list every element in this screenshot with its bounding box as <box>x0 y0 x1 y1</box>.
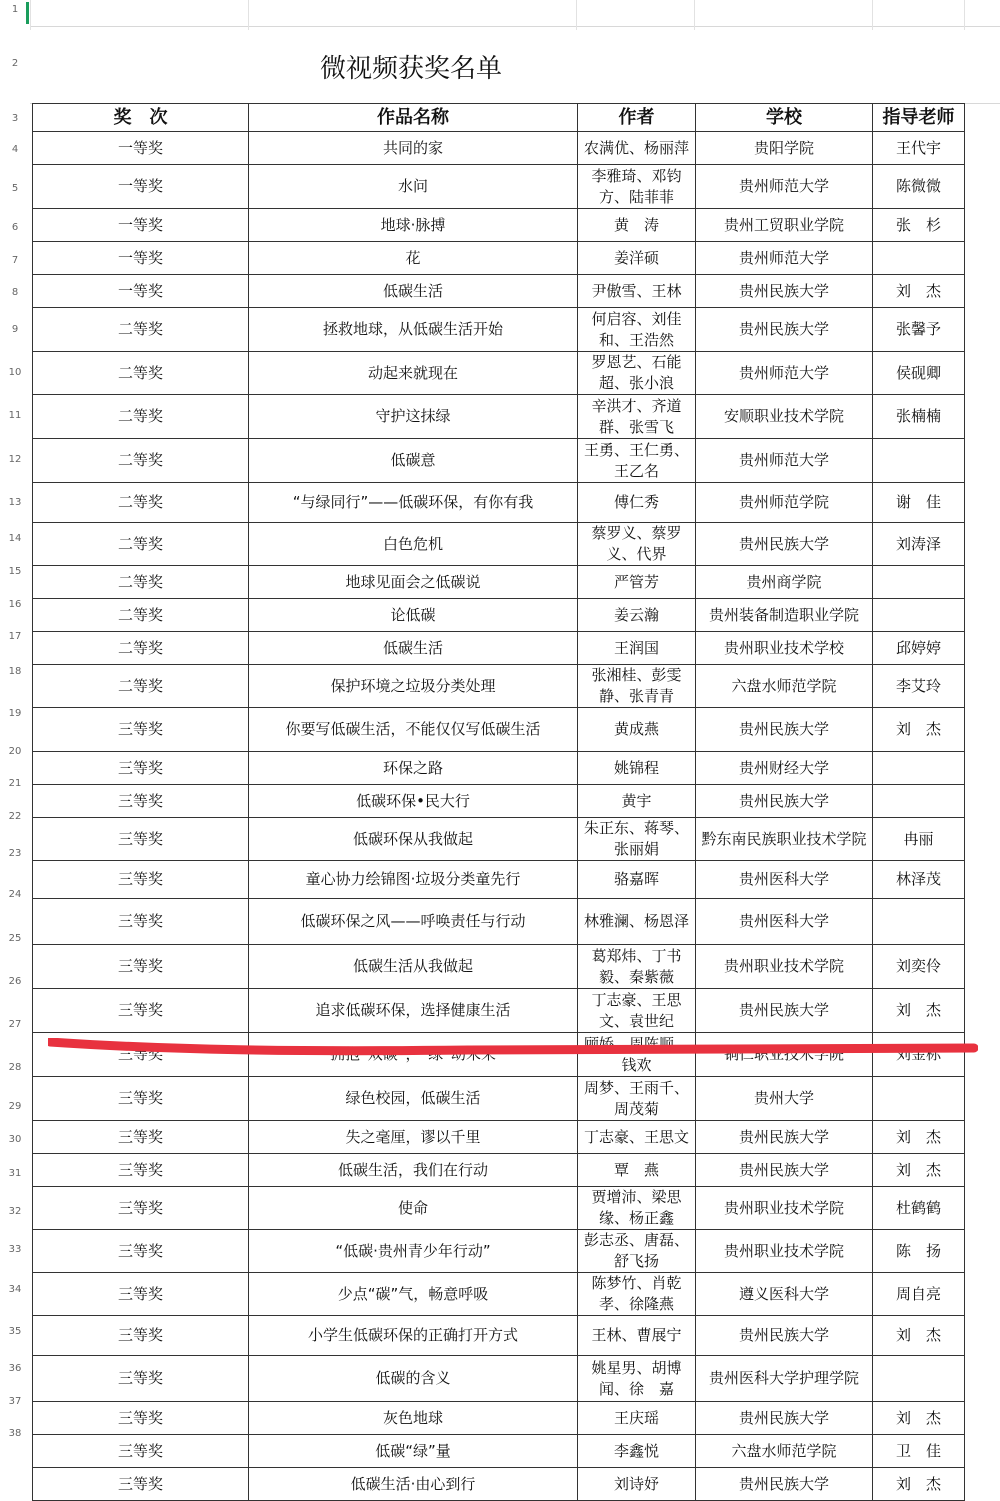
cell-author: 刘诗妤 <box>578 1468 696 1501</box>
cell-work: 水问 <box>249 165 578 209</box>
cell-school: 贵州民族大学 <box>696 308 873 352</box>
cell-school: 六盘水师范学院 <box>696 1435 873 1468</box>
cell-teacher: 刘 杰 <box>873 1402 965 1435</box>
cell-rank: 三等奖 <box>33 785 249 818</box>
cell-school: 贵阳学院 <box>696 132 873 165</box>
cell-work: 追求低碳环保，选择健康生活 <box>249 989 578 1033</box>
cell-work: 低碳环保之风——呼唤责任与行动 <box>249 899 578 945</box>
row-number: 1 <box>11 4 19 15</box>
cell-author: 辛洪才、齐道群、张雪飞 <box>578 395 696 439</box>
cell-work: 拯救地球，从低碳生活开始 <box>249 308 578 352</box>
cell-rank: 三等奖 <box>33 1187 249 1230</box>
cell-teacher: 刘 杰 <box>873 275 965 308</box>
cell-teacher: 刘 杰 <box>873 1154 965 1187</box>
cell-author: 傅仁秀 <box>578 483 696 523</box>
table-row <box>33 523 965 566</box>
table-row <box>33 483 965 523</box>
cell-work: 童心协力绘锦图·垃圾分类童先行 <box>249 861 578 899</box>
cell-teacher: 冉丽 <box>873 818 965 861</box>
cell-school: 贵州师范学院 <box>696 483 873 523</box>
cell-teacher: 刘涛泽 <box>873 523 965 566</box>
header-work: 作品名称 <box>249 104 578 132</box>
cell-teacher <box>873 242 965 275</box>
row-number: 14 <box>8 533 22 544</box>
cell-teacher: 张楠楠 <box>873 395 965 439</box>
cell-teacher <box>873 1356 965 1402</box>
cell-teacher <box>873 785 965 818</box>
cell-author: 覃 燕 <box>578 1154 696 1187</box>
cell-work: 论低碳 <box>249 599 578 632</box>
row-number: 35 <box>8 1326 22 1337</box>
cell-rank: 二等奖 <box>33 599 249 632</box>
table-row <box>33 1402 965 1435</box>
table-row <box>33 1077 965 1121</box>
cell-school: 贵州职业技术学院 <box>696 1187 873 1230</box>
cell-teacher: 杜鹤鹤 <box>873 1187 965 1230</box>
row-number: 28 <box>8 1062 22 1073</box>
cell-work: 低碳生活 <box>249 632 578 665</box>
cell-work: 低碳意 <box>249 439 578 483</box>
grid-column-line <box>694 0 695 30</box>
cell-teacher <box>873 1077 965 1121</box>
cell-school: 贵州商学院 <box>696 566 873 599</box>
cell-teacher <box>873 752 965 785</box>
cell-work: 小学生低碳环保的正确打开方式 <box>249 1316 578 1356</box>
table-header-row <box>33 104 965 132</box>
cell-rank: 三等奖 <box>33 945 249 989</box>
row-number: 24 <box>8 889 22 900</box>
cell-rank: 一等奖 <box>33 275 249 308</box>
cell-rank: 三等奖 <box>33 1230 249 1273</box>
cell-teacher: 刘奕伶 <box>873 945 965 989</box>
cell-school: 铜仁职业技术学院 <box>696 1033 873 1077</box>
cell-teacher: 刘 杰 <box>873 1468 965 1501</box>
table-row <box>33 1468 965 1501</box>
cell-author: 严管芳 <box>578 566 696 599</box>
table-row <box>33 439 965 483</box>
cell-school: 贵州民族大学 <box>696 1468 873 1501</box>
table-row <box>33 1187 965 1230</box>
header-author: 作者 <box>578 104 696 132</box>
row-number: 27 <box>8 1019 22 1030</box>
row-number: 9 <box>11 324 19 335</box>
table-row <box>33 242 965 275</box>
header-teacher: 指导老师 <box>873 104 965 132</box>
cell-school: 贵州民族大学 <box>696 1316 873 1356</box>
cell-author: 陈梦竹、肖乾孝、徐隆燕 <box>578 1273 696 1316</box>
grid-column-line <box>872 0 873 30</box>
cell-rank: 三等奖 <box>33 1033 249 1077</box>
cell-rank: 一等奖 <box>33 165 249 209</box>
cell-rank: 二等奖 <box>33 352 249 395</box>
page-title: 微视频获奖名单 <box>320 54 503 84</box>
cell-work: 共同的家 <box>249 132 578 165</box>
cell-work: 低碳“绿”量 <box>249 1435 578 1468</box>
table-row <box>33 566 965 599</box>
table-row <box>33 395 965 439</box>
cell-rank: 三等奖 <box>33 1402 249 1435</box>
cell-work: 拥抱“双碳”，“绿”动未来 <box>249 1033 578 1077</box>
table-row <box>33 1154 965 1187</box>
cell-rank: 一等奖 <box>33 132 249 165</box>
cell-author: 丁志豪、王思文、袁世纪 <box>578 989 696 1033</box>
row-number: 5 <box>11 183 19 194</box>
cell-school: 贵州民族大学 <box>696 1121 873 1154</box>
row-number-gutter <box>0 0 30 1454</box>
cell-teacher: 陈 扬 <box>873 1230 965 1273</box>
row-number: 19 <box>8 708 22 719</box>
row-number: 22 <box>8 811 22 822</box>
cell-author: 罗恩艺、石能超、张小浪 <box>578 352 696 395</box>
cell-school: 贵州医科大学 <box>696 899 873 945</box>
cell-teacher: 张 杉 <box>873 209 965 242</box>
cell-rank: 三等奖 <box>33 1077 249 1121</box>
table-row <box>33 989 965 1033</box>
cell-work: 绿色校园，低碳生活 <box>249 1077 578 1121</box>
cell-school: 贵州工贸职业学院 <box>696 209 873 242</box>
table-row <box>33 1273 965 1316</box>
cell-author: 彭志丞、唐磊、舒飞扬 <box>578 1230 696 1273</box>
cell-author: 张湘桂、彭雯静、张青青 <box>578 665 696 708</box>
cell-rank: 三等奖 <box>33 989 249 1033</box>
row-number: 8 <box>11 287 19 298</box>
cell-work: 低碳生活·由心到行 <box>249 1468 578 1501</box>
table-row <box>33 1230 965 1273</box>
cell-teacher: 王代宇 <box>873 132 965 165</box>
cell-author: 黄 涛 <box>578 209 696 242</box>
cell-teacher: 卫 佳 <box>873 1435 965 1468</box>
cell-school: 六盘水师范学院 <box>696 665 873 708</box>
cell-rank: 一等奖 <box>33 242 249 275</box>
row-number: 6 <box>11 222 19 233</box>
cell-work: 保护环境之垃圾分类处理 <box>249 665 578 708</box>
cell-teacher: 邱婷婷 <box>873 632 965 665</box>
cell-work: 动起来就现在 <box>249 352 578 395</box>
cell-rank: 二等奖 <box>33 483 249 523</box>
table-row <box>33 945 965 989</box>
cell-author: 姜洋硕 <box>578 242 696 275</box>
cell-author: 朱正东、蒋琴、张丽娟 <box>578 818 696 861</box>
row-number: 4 <box>11 144 19 155</box>
table-row <box>33 1121 965 1154</box>
cell-work: 失之毫厘，谬以千里 <box>249 1121 578 1154</box>
row-number: 15 <box>8 566 22 577</box>
cell-author: 姜云瀚 <box>578 599 696 632</box>
awards-table <box>32 103 965 1501</box>
cell-author: 周梦、王雨千、周茂菊 <box>578 1077 696 1121</box>
cell-author: 葛郑炜、丁书毅、秦紫薇 <box>578 945 696 989</box>
cell-school: 贵州职业技术学校 <box>696 632 873 665</box>
row-number: 7 <box>11 255 19 266</box>
table-row <box>33 785 965 818</box>
cell-rank: 三等奖 <box>33 861 249 899</box>
cell-author: 李雅琦、邓钧方、陆菲菲 <box>578 165 696 209</box>
grid-column-line <box>964 0 965 30</box>
cell-rank: 二等奖 <box>33 439 249 483</box>
cell-work: 环保之路 <box>249 752 578 785</box>
cell-rank: 三等奖 <box>33 1154 249 1187</box>
row-number: 2 <box>11 58 19 69</box>
cell-school: 贵州职业技术学院 <box>696 1230 873 1273</box>
cell-work: 低碳生活 <box>249 275 578 308</box>
row-number: 23 <box>8 848 22 859</box>
cell-school: 贵州装备制造职业学院 <box>696 599 873 632</box>
table-row <box>33 708 965 752</box>
cell-work: 守护这抹绿 <box>249 395 578 439</box>
cell-work: 白色危机 <box>249 523 578 566</box>
cell-teacher: 张馨予 <box>873 308 965 352</box>
cell-work: 低碳环保•民大行 <box>249 785 578 818</box>
cell-work: 地球见面会之低碳说 <box>249 566 578 599</box>
cell-school: 贵州民族大学 <box>696 989 873 1033</box>
cell-author: 黄成燕 <box>578 708 696 752</box>
cell-rank: 三等奖 <box>33 818 249 861</box>
cell-school: 贵州师范大学 <box>696 242 873 275</box>
cell-teacher: 李艾玲 <box>873 665 965 708</box>
cell-school: 贵州民族大学 <box>696 785 873 818</box>
cell-school: 贵州民族大学 <box>696 708 873 752</box>
table-row <box>33 1316 965 1356</box>
cell-work: 低碳生活，我们在行动 <box>249 1154 578 1187</box>
row-number: 38 <box>8 1428 22 1439</box>
cell-teacher: 侯砚卿 <box>873 352 965 395</box>
cell-work: “低碳·贵州青少年行动” <box>249 1230 578 1273</box>
row-number: 33 <box>8 1244 22 1255</box>
row-number: 30 <box>8 1134 22 1145</box>
cell-teacher <box>873 899 965 945</box>
cell-author: 王庆瑶 <box>578 1402 696 1435</box>
cell-rank: 三等奖 <box>33 1316 249 1356</box>
cell-work: “与绿同行”——低碳环保，有你有我 <box>249 483 578 523</box>
cell-author: 贾增沛、梁思缘、杨正鑫 <box>578 1187 696 1230</box>
table-row <box>33 308 965 352</box>
cell-school: 安顺职业技术学院 <box>696 395 873 439</box>
cell-rank: 二等奖 <box>33 632 249 665</box>
row-number: 26 <box>8 976 22 987</box>
cell-teacher: 刘金标 <box>873 1033 965 1077</box>
cell-work: 使命 <box>249 1187 578 1230</box>
cell-work: 低碳的含义 <box>249 1356 578 1402</box>
cell-school: 贵州财经大学 <box>696 752 873 785</box>
cell-school: 遵义医科大学 <box>696 1273 873 1316</box>
cell-teacher: 刘 杰 <box>873 708 965 752</box>
cell-rank: 三等奖 <box>33 1356 249 1402</box>
cell-teacher: 林泽茂 <box>873 861 965 899</box>
row-number: 25 <box>8 933 22 944</box>
cell-author: 姚锦程 <box>578 752 696 785</box>
table-row <box>33 209 965 242</box>
table-row <box>33 599 965 632</box>
cell-school: 贵州民族大学 <box>696 275 873 308</box>
row-number: 11 <box>8 410 22 421</box>
cell-rank: 三等奖 <box>33 1468 249 1501</box>
cell-school: 贵州医科大学护理学院 <box>696 1356 873 1402</box>
cell-author: 丁志豪、王思文 <box>578 1121 696 1154</box>
cell-author: 尹傲雪、王林 <box>578 275 696 308</box>
cell-teacher <box>873 439 965 483</box>
cell-author: 顾娇、周陈顺、钱欢 <box>578 1033 696 1077</box>
cell-author: 王勇、王仁勇、王乙名 <box>578 439 696 483</box>
cell-teacher: 周自亮 <box>873 1273 965 1316</box>
cell-school: 贵州师范大学 <box>696 439 873 483</box>
header-rank: 奖 次 <box>33 104 249 132</box>
cell-work: 地球·脉搏 <box>249 209 578 242</box>
row-number: 18 <box>8 666 22 677</box>
cell-rank: 二等奖 <box>33 395 249 439</box>
row-number: 3 <box>11 113 19 124</box>
cell-teacher: 刘 杰 <box>873 1121 965 1154</box>
header-school: 学校 <box>696 104 873 132</box>
cell-author: 蔡罗义、蔡罗义、代界 <box>578 523 696 566</box>
grid-line <box>30 26 1000 27</box>
cell-author: 王林、曹展宁 <box>578 1316 696 1356</box>
cell-work: 你要写低碳生活，不能仅仅写低碳生活 <box>249 708 578 752</box>
cell-author: 林雅澜、杨恩泽 <box>578 899 696 945</box>
table-row <box>33 1356 965 1402</box>
row-number: 31 <box>8 1168 22 1179</box>
cell-rank: 三等奖 <box>33 899 249 945</box>
cell-school: 贵州职业技术学院 <box>696 945 873 989</box>
row-number: 32 <box>8 1206 22 1217</box>
cell-school: 贵州医科大学 <box>696 861 873 899</box>
table-row <box>33 818 965 861</box>
row-number: 36 <box>8 1363 22 1374</box>
grid-column-line <box>30 0 31 30</box>
cell-author: 何启容、刘佳和、王浩然 <box>578 308 696 352</box>
cell-teacher: 陈微微 <box>873 165 965 209</box>
cell-author: 王润国 <box>578 632 696 665</box>
table-row <box>33 632 965 665</box>
cell-rank: 三等奖 <box>33 708 249 752</box>
cell-teacher <box>873 566 965 599</box>
cell-author: 姚星男、胡博闻、徐 嘉 <box>578 1356 696 1402</box>
cell-teacher: 刘 杰 <box>873 1316 965 1356</box>
cell-school: 黔东南民族职业技术学院 <box>696 818 873 861</box>
cell-school: 贵州民族大学 <box>696 1402 873 1435</box>
cell-rank: 三等奖 <box>33 1435 249 1468</box>
row-number: 37 <box>8 1396 22 1407</box>
cell-teacher: 刘 杰 <box>873 989 965 1033</box>
cell-work: 低碳生活从我做起 <box>249 945 578 989</box>
cell-author: 骆嘉晖 <box>578 861 696 899</box>
cell-author: 黄宇 <box>578 785 696 818</box>
cell-work: 花 <box>249 242 578 275</box>
cell-school: 贵州民族大学 <box>696 1154 873 1187</box>
table-row <box>33 752 965 785</box>
cell-rank: 三等奖 <box>33 1273 249 1316</box>
cell-work: 低碳环保从我做起 <box>249 818 578 861</box>
cell-rank: 二等奖 <box>33 308 249 352</box>
row-number: 21 <box>8 778 22 789</box>
cell-school: 贵州大学 <box>696 1077 873 1121</box>
table-row <box>33 861 965 899</box>
cell-rank: 二等奖 <box>33 665 249 708</box>
table-row <box>33 132 965 165</box>
cell-school: 贵州民族大学 <box>696 523 873 566</box>
cell-rank: 二等奖 <box>33 566 249 599</box>
table-row <box>33 352 965 395</box>
cell-work: 少点“碳”气，畅意呼吸 <box>249 1273 578 1316</box>
cell-rank: 三等奖 <box>33 1121 249 1154</box>
row-number: 34 <box>8 1284 22 1295</box>
row-number: 16 <box>8 599 22 610</box>
row-number: 10 <box>8 367 22 378</box>
row-number: 12 <box>8 454 22 465</box>
table-row <box>33 899 965 945</box>
grid-column-line <box>576 0 577 30</box>
table-row <box>33 165 965 209</box>
cell-work: 灰色地球 <box>249 1402 578 1435</box>
cell-rank: 三等奖 <box>33 752 249 785</box>
row-number: 13 <box>8 497 22 508</box>
cell-rank: 一等奖 <box>33 209 249 242</box>
table-row <box>33 275 965 308</box>
cell-teacher <box>873 599 965 632</box>
cell-teacher: 谢 佳 <box>873 483 965 523</box>
row-number: 29 <box>8 1101 22 1112</box>
row-number: 17 <box>8 631 22 642</box>
table-row <box>33 1033 965 1077</box>
cell-author: 农满优、杨丽萍 <box>578 132 696 165</box>
cell-rank: 二等奖 <box>33 523 249 566</box>
cell-school: 贵州师范大学 <box>696 352 873 395</box>
table-row <box>33 665 965 708</box>
cell-author: 李鑫悦 <box>578 1435 696 1468</box>
grid-column-line <box>248 0 249 30</box>
cell-school: 贵州师范大学 <box>696 165 873 209</box>
table-row <box>33 1435 965 1468</box>
row-number: 20 <box>8 746 22 757</box>
